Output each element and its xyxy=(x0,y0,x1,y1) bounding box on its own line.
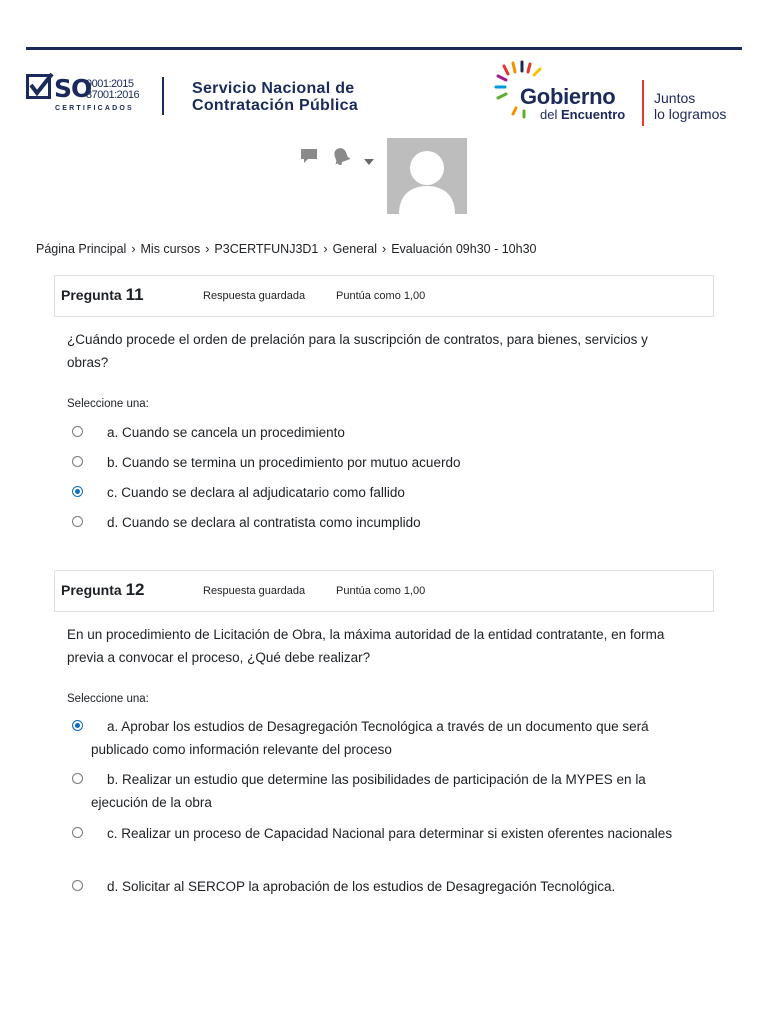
option-label: c. Cuando se declara al adjudicatario como fallido xyxy=(107,485,405,500)
q12-option-a[interactable] xyxy=(72,715,692,761)
radio-button[interactable] xyxy=(72,773,83,784)
question-title xyxy=(61,580,145,600)
option-label: c. Realizar un proceso de Capacidad Nacional para determinar si existen oferentes nacionales xyxy=(107,826,673,841)
radio-button-selected[interactable] xyxy=(72,486,83,497)
radio-button-selected[interactable] xyxy=(72,720,83,731)
encuentro-word: Encuentro xyxy=(560,107,626,122)
option-label: d. Cuando se declara al contratista como incumplido xyxy=(107,515,421,530)
breadcrumb-separator-icon: › xyxy=(382,242,387,256)
question-11-text: ¿Cuándo procede el orden de prelación para la suscripción de contratos, para bienes, servicios y obras? xyxy=(67,332,648,370)
q12-option-d[interactable] xyxy=(72,875,692,898)
question-11-header xyxy=(54,275,714,317)
radio-button[interactable] xyxy=(72,456,83,467)
breadcrumb-my-courses[interactable]: Mis cursos xyxy=(140,242,201,256)
avatar[interactable] xyxy=(387,138,467,214)
option-label: b. Cuando se termina un procedimiento por mutuo acuerdo xyxy=(107,455,461,470)
caret-down-icon[interactable] xyxy=(364,152,374,170)
message-icon[interactable] xyxy=(300,148,318,169)
sercop-logo xyxy=(192,80,358,114)
gobierno-word: Gobierno xyxy=(520,84,616,109)
breadcrumb-course[interactable]: P3CERTFUNJ3D1 xyxy=(214,242,319,256)
option-label: a. Cuando se cancela un procedimiento xyxy=(107,425,345,440)
q12-option-b[interactable] xyxy=(72,768,692,814)
bell-icon[interactable] xyxy=(332,147,350,170)
question-grade: Puntúa como 1,00 xyxy=(336,290,426,302)
question-grade: Puntúa como 1,00 xyxy=(336,585,426,597)
question-number: 12 xyxy=(125,580,145,599)
gobierno-del-encuentro-logo xyxy=(494,60,744,130)
question-title xyxy=(61,285,144,305)
header-top-rule xyxy=(26,47,742,50)
question-12-text: En un procedimiento de Licitación de Obra, la máxima autoridad de la entidad contratante, en forma previa a convocar el proceso, ¿Qué debe realizar? xyxy=(67,627,665,665)
question-state: Respuesta guardada xyxy=(203,585,306,597)
radio-button[interactable] xyxy=(72,880,83,891)
iso-certification-logo xyxy=(26,72,146,118)
radio-button[interactable] xyxy=(72,827,83,838)
breadcrumb-separator-icon: › xyxy=(323,242,328,256)
option-label: b. Realizar un estudio que determine las posibilidades de participación de la MYPES en la ejecución de la obra xyxy=(91,772,646,810)
iso-numbers xyxy=(86,79,139,101)
radio-button[interactable] xyxy=(72,516,83,527)
breadcrumb-separator-icon: › xyxy=(205,242,210,256)
breadcrumb xyxy=(36,242,536,256)
del-encuentro xyxy=(540,107,625,122)
q11-option-a[interactable] xyxy=(72,421,692,444)
option-label: d. Solicitar al SERCOP la aprobación de los estudios de Desagregación Tecnológica. xyxy=(107,879,616,894)
breadcrumb-home[interactable]: Página Principal xyxy=(36,242,127,256)
breadcrumb-quiz[interactable]: Evaluación 09h30 - 10h30 xyxy=(391,242,537,256)
iso-mark: SO xyxy=(54,74,92,103)
question-title-prefix: Pregunta xyxy=(61,287,122,303)
iso-check-icon xyxy=(26,72,54,100)
slogan-line-1: Juntos xyxy=(654,90,696,106)
iso-number-9001: 9001:2015 xyxy=(86,78,134,90)
select-one-prompt: Seleccione una: xyxy=(67,398,149,410)
logo-divider xyxy=(162,77,164,115)
q11-option-d[interactable] xyxy=(72,511,692,534)
gobierno-divider xyxy=(642,80,644,126)
iso-number-37001: 37001:2016 xyxy=(86,89,140,101)
question-number: 11 xyxy=(125,285,144,304)
sercop-line-1: Servicio Nacional de xyxy=(192,80,355,97)
slogan-line-2: lo logramos xyxy=(654,106,727,122)
del-prefix: del xyxy=(540,107,561,122)
q11-option-c[interactable] xyxy=(72,481,692,504)
q12-option-c[interactable] xyxy=(72,822,692,845)
question-state: Respuesta guardada xyxy=(203,290,306,302)
breadcrumb-section[interactable]: General xyxy=(332,242,378,256)
question-title-prefix: Pregunta xyxy=(61,582,122,598)
iso-certified-label: CERTIFICADOS xyxy=(55,105,134,112)
sercop-line-2: Contratación Pública xyxy=(192,97,359,114)
option-label: a. Aprobar los estudios de Desagregación Tecnológica a través de un documento que será publicado como información relevante del proceso xyxy=(91,719,649,757)
q11-option-b[interactable] xyxy=(72,451,692,474)
breadcrumb-separator-icon: › xyxy=(131,242,136,256)
slogan xyxy=(654,90,726,122)
select-one-prompt: Seleccione una: xyxy=(67,693,149,705)
question-12-header xyxy=(54,570,714,612)
radio-button[interactable] xyxy=(72,426,83,437)
